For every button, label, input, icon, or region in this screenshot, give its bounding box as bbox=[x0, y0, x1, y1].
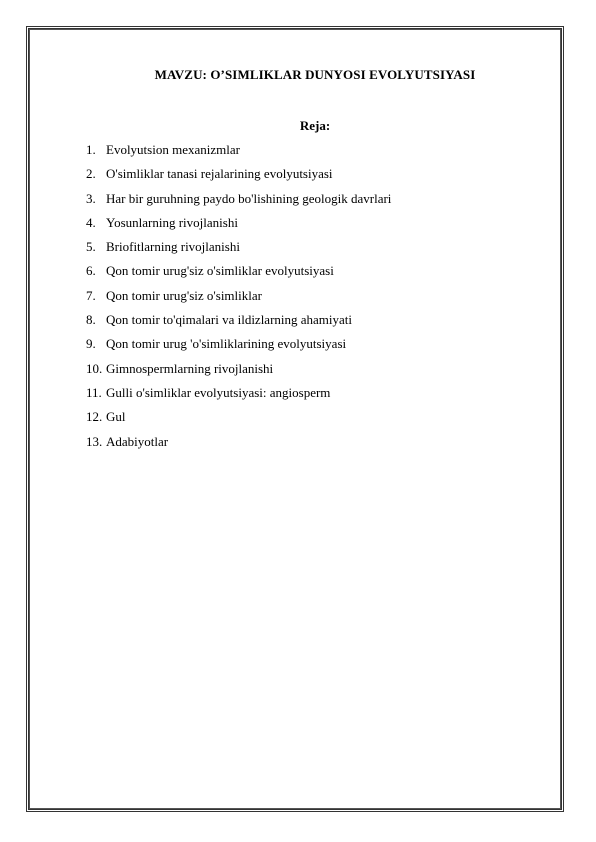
plan-item bbox=[86, 284, 391, 308]
plan-item-number: 6. bbox=[86, 263, 96, 279]
plan-item-text: Gul bbox=[106, 409, 126, 425]
plan-item bbox=[86, 211, 391, 235]
plan-item-text: Briofitlarning rivojlanishi bbox=[106, 239, 240, 255]
plan-item-text: Qon tomir to'qimalari va ildizlarning ahamiyati bbox=[106, 312, 353, 328]
plan-item-number: 3. bbox=[86, 190, 96, 206]
plan-item bbox=[86, 235, 391, 259]
plan-item bbox=[86, 138, 391, 162]
plan-item-number: 5. bbox=[86, 239, 96, 255]
plan-item bbox=[86, 332, 391, 356]
plan-item bbox=[86, 259, 391, 283]
plan-item-number: 10. bbox=[86, 360, 103, 376]
plan-item-text: Gulli o'simliklar evolyutsiyasi: angiosperm bbox=[106, 384, 331, 400]
plan-item-text: Qon tomir urug'siz o'simliklar evolyutsiyasi bbox=[106, 263, 334, 279]
plan-item-text: Adabiyotlar bbox=[106, 433, 169, 449]
plan-item-number: 2. bbox=[86, 166, 96, 182]
plan-item-text: O'simliklar tanasi rejalarining evolyutsiyasi bbox=[106, 166, 333, 182]
plan-item bbox=[86, 405, 391, 429]
plan-item-text: Qon tomir urug 'o'simliklarining evolyutsiyasi bbox=[106, 336, 347, 352]
plan-item bbox=[86, 357, 391, 381]
plan-item-text: Yosunlarning rivojlanishi bbox=[106, 214, 238, 230]
plan-item bbox=[86, 430, 391, 454]
plan-heading: Reja: bbox=[299, 118, 331, 133]
plan-item bbox=[86, 381, 391, 405]
plan-item bbox=[86, 162, 391, 186]
plan-item-number: 9. bbox=[86, 336, 96, 352]
plan-item-text: Qon tomir urug'siz o'simliklar bbox=[106, 287, 262, 303]
plan-list bbox=[86, 138, 391, 454]
plan-item-number: 7. bbox=[86, 287, 96, 303]
plan-item bbox=[86, 187, 391, 211]
document-title: MAVZU: O’SIMLIKLAR DUNYOSI EVOLYUTSIYASI bbox=[154, 67, 476, 82]
plan-item-text: Har bir guruhning paydo bo'lishining geologik davrlari bbox=[106, 190, 392, 206]
plan-item-number: 4. bbox=[86, 214, 96, 230]
plan-item-text: Evolyutsion mexanizmlar bbox=[106, 142, 240, 157]
plan-item-number: 12. bbox=[86, 409, 103, 425]
plan-item-number: 13. bbox=[86, 433, 103, 449]
plan-item-number: 11. bbox=[86, 384, 102, 400]
plan-item bbox=[86, 308, 391, 332]
plan-item-text: Gimnospermlarning rivojlanishi bbox=[106, 360, 274, 376]
plan-item-number: 8. bbox=[86, 312, 96, 328]
plan-item-number: 1. bbox=[86, 142, 96, 157]
